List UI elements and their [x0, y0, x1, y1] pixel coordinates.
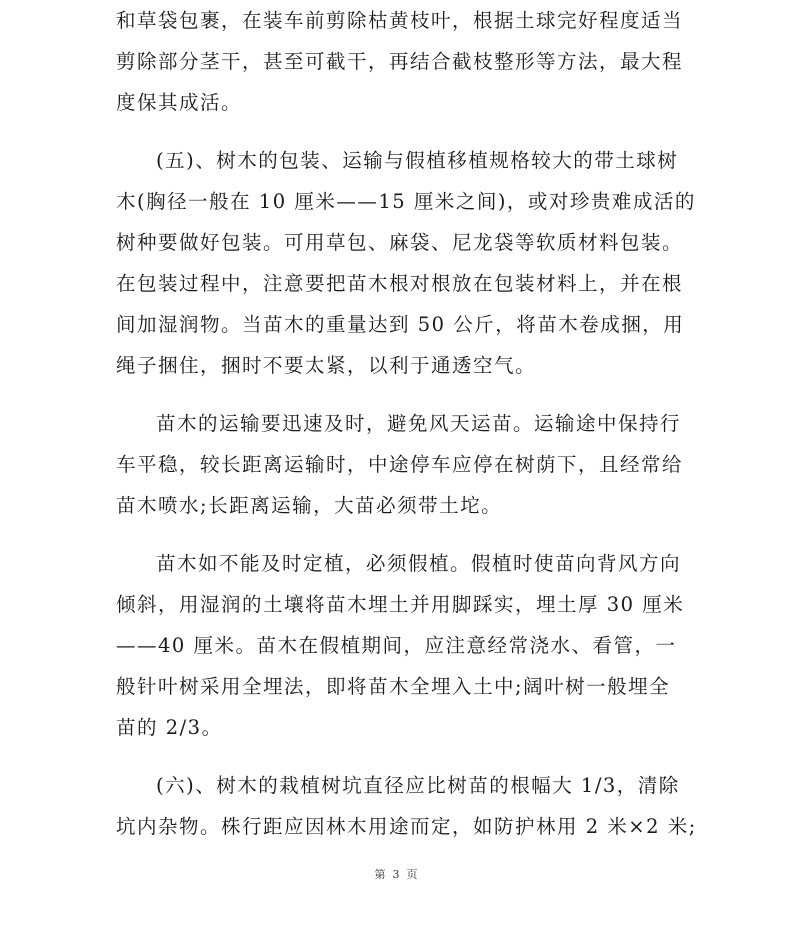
text-line: 苗木如不能及时定植，必须假植。假植时使苗向背风方向 — [156, 552, 682, 575]
paragraph — [116, 765, 697, 847]
page-number: 3 — [392, 868, 401, 881]
text-line: (六)、树木的栽植树坑直径应比树苗的根幅大 1/3，清除 — [156, 774, 680, 797]
text-line: 木(胸径一般在 10 厘米——15 厘米之间)，或对珍贵难成活的 — [116, 190, 696, 213]
text-line: 和草袋包裹，在装车前剪除枯黄枝叶，根据土球完好程度适当 — [116, 9, 684, 32]
document-body — [116, 0, 697, 847]
page-label-suffix: 页 — [406, 868, 419, 881]
text-line: 绳子捆住，捆时不要太紧，以利于通透空气。 — [116, 354, 537, 377]
text-line: (五)、树木的包装、运输与假植移植规格较大的带土球树 — [156, 149, 679, 172]
text-line: 苗木的运输要迅速及时，避免风天运苗。运输途中保持行 — [156, 412, 682, 435]
text-line: 间加湿润物。当苗木的重量达到 50 公斤，将苗木卷成捆，用 — [116, 313, 685, 336]
text-line: 般针叶树采用全埋法，即将苗木全埋入土中;阔叶树一般埋全 — [116, 675, 671, 698]
text-line: 度保其成活。 — [116, 91, 243, 114]
text-line: 剪除部分茎干，甚至可截干，再结合截枝整形等方法，最大程 — [116, 50, 684, 73]
text-line: 在包装过程中，注意要把苗木根对根放在包装材料上，并在根 — [116, 272, 684, 295]
paragraph — [116, 140, 696, 386]
paragraph — [116, 403, 682, 526]
page-label-prefix: 第 — [374, 868, 387, 881]
text-line: 苗木喷水;长距离运输，大苗必须带土坨。 — [116, 494, 503, 517]
text-line: 车平稳，较长距离运输时，中途停车应停在树荫下，且经常给 — [116, 453, 684, 476]
text-line: 坑内杂物。株行距应因林木用途而定，如防护林用 2 米×2 米; — [116, 815, 697, 838]
paragraph — [116, 543, 685, 748]
text-line: 树种要做好包装。可用草包、麻袋、尼龙袋等软质材料包装。 — [116, 231, 684, 254]
paragraph — [116, 0, 682, 123]
text-line: 苗的 2/3。 — [116, 716, 223, 739]
text-line: ——40 厘米。苗木在假植期间，应注意经常浇水、看管，一 — [116, 634, 677, 657]
page-footer — [0, 866, 793, 882]
text-line: 倾斜，用湿润的土壤将苗木埋土并用脚踩实，埋土厚 30 厘米 — [116, 593, 685, 616]
